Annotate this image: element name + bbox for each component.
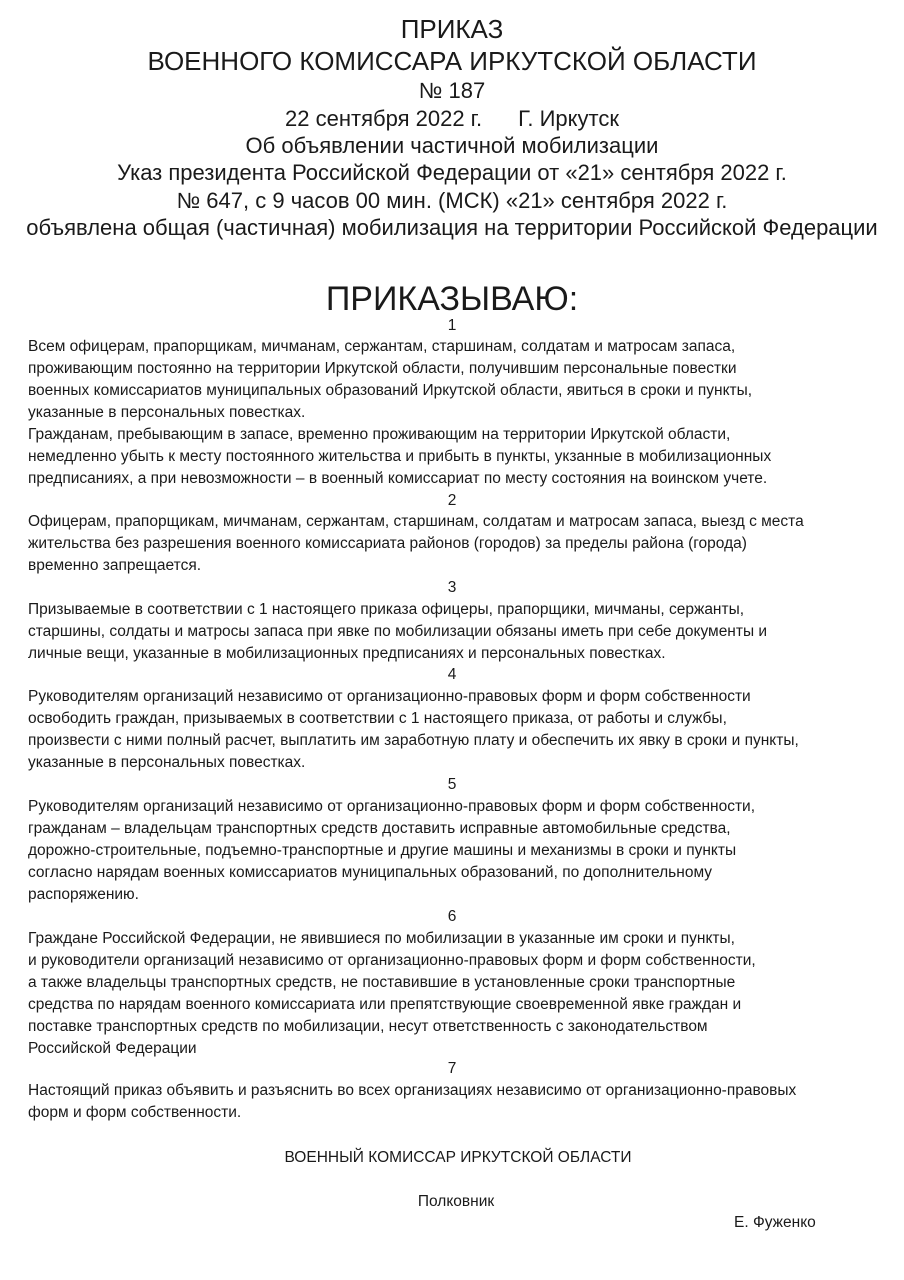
section-number: 2: [447, 492, 457, 509]
section-5-text: Руководителям организаций независимо от организационно-правовых форм и форм собственности, гражданам – владельцам транспортных средств доставить исправные автомобильные средства, дорожно-строительные, подъемно-транспортные и другие машины и механизмы в сроки и пункты согласно нарядам военных комиссариатов муниципальных образований, по дополнительному распоряжению.: [28, 798, 756, 903]
order-number: № 187: [418, 78, 486, 103]
order-city: Г. Иркутск: [518, 106, 619, 131]
section-number: 1: [447, 317, 457, 334]
section-3-text: Призываемые в соответствии с 1 настоящего приказа офицеры, прапорщики, мичманы, сержанты, старшины, солдаты и матросы запаса при явке по мобилизации обязаны иметь при себе документы и личные вещи, указанные в мобилизационных предписаниях и персональных повестках.: [28, 601, 768, 662]
issuing-authority: ВОЕННОГО КОМИССАРА ИРКУТСКОЙ ОБЛАСТИ: [147, 46, 757, 76]
section-1-text: Всем офицерам, прапорщикам, мичманам, сержантам, старшинам, солдатам и матросам запаса, проживающим постоянно на территории Иркутской области, получившим персональные повестки военных комиссариатов муниципальных образований Иркутской области, явиться в сроки и пункты, указанные в персональных повестках. Гражданам, пребывающим в запасе, временно проживающим на территории Иркутской области, немедленно убыть к месту постоянного жительства и прибыть в пункты, укзанные в мобилизационных предписаниях, а при невозможности – в военный комиссариат по месту состояния на воинском учете.: [28, 338, 772, 487]
order-subject: Об объявлении частичной мобилизации: [245, 133, 659, 158]
signatory-position: ВОЕННЫЙ КОМИССАР ИРКУТСКОЙ ОБЛАСТИ: [284, 1149, 632, 1166]
section-number: 3: [447, 579, 457, 596]
order-date: 22 сентября 2022 г.: [285, 106, 483, 131]
section-6-text: Граждане Российской Федерации, не явившиеся по мобилизации в указанные им сроки и пункты, и руководители организаций независимо от организационно-правовых форм и форм собственности, а также владельцы транспортных средств, не поставившие в установленные сроки транспортные средства по нарядам военного комиссариата или препятствующие своевременной явке граждан и поставке транспортных средств по мобилизации, несут ответственность с законодательством Российской Федерации: [28, 930, 756, 1057]
section-7-text: Настоящий приказ объявить и разъяснить во всех организациях независимо от организационно-правовых форм и форм собственности.: [28, 1082, 797, 1121]
section-number: 5: [447, 776, 457, 793]
order-title: ПРИКАЗ: [400, 14, 504, 44]
decree-line-2: № 647, с 9 часов 00 мин. (МСК) «21» сентября 2022 г.: [176, 188, 728, 213]
section-number: 4: [447, 666, 457, 683]
signatory-rank: Полковник: [417, 1193, 495, 1210]
section-number: 7: [447, 1060, 457, 1077]
order-heading: ПРИКАЗЫВАЮ:: [325, 280, 579, 318]
decree-line-1: Указ президента Российской Федерации от «21» сентября 2022 г.: [117, 160, 787, 185]
section-2-text: Офицерам, прапорщикам, мичманам, сержантам, старшинам, солдатам и матросам запаса, выезд с места жительства без разрешения военного комиссариата районов (городов) за пределы района (города) временно запрещается.: [28, 513, 804, 574]
section-number: 6: [447, 908, 457, 925]
date-city-line: [0, 106, 904, 132]
decree-line-3: объявлена общая (частичная) мобилизация на территории Российской Федерации: [26, 215, 878, 240]
section-4-text: Руководителям организаций независимо от организационно-правовых форм и форм собственности освободить граждан, призываемых в соответствии с 1 настоящего приказа, от работы и службы, произвести с ними полный расчет, выплатить им заработную плату и обеспечить их явку в сроки и пункты, указанные в персональных повестках.: [28, 688, 799, 771]
signatory-name: Е. Фуженко: [734, 1214, 816, 1231]
